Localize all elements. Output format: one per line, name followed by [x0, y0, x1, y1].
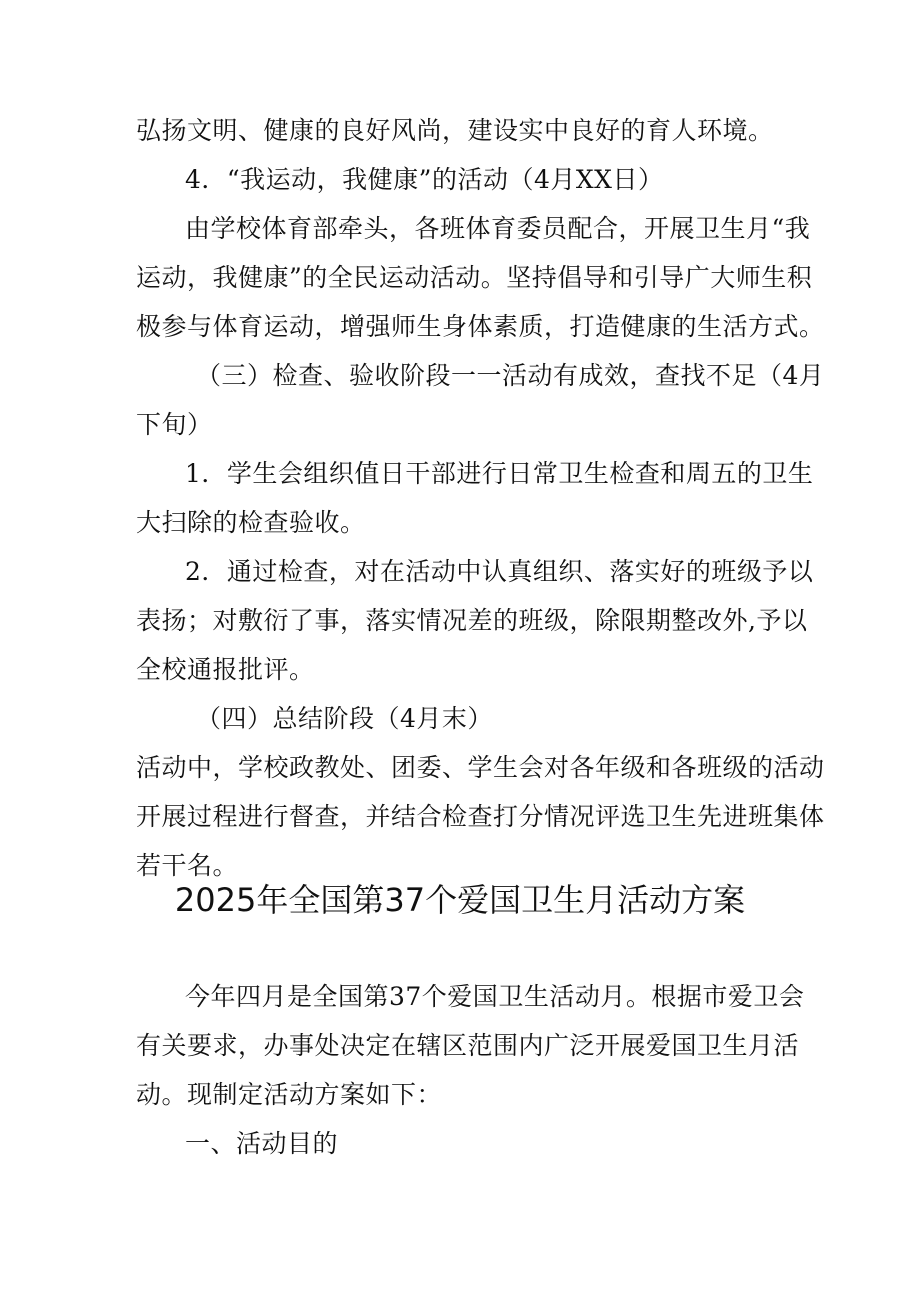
intro-line-3: 动。现制定活动方案如下： — [136, 1080, 443, 1109]
intro-line-1: 今年四月是全国第37个爱国卫生活动月。根据市爱卫会 — [185, 982, 805, 1011]
section-heading-4: 4．“我运动，我健康”的活动（4月XX日） — [185, 165, 664, 194]
section-heading-3: （三）检查、验收阶段一一活动有成效，查找不足（4月 — [196, 361, 825, 390]
section-heading-purpose: 一、活动目的 — [185, 1129, 339, 1158]
section-heading-summary: （四）总结阶段（4月末） — [196, 704, 493, 733]
body-line-5: 极参与体育运动，增强师生身体素质，打造健康的生活方式。 — [136, 312, 825, 341]
body-line-12: 全校通报批评。 — [136, 655, 315, 684]
body-line-15: 开展过程进行督查，并结合检查打分情况评选卫生先进班集体 — [136, 802, 825, 831]
body-line-1: 弘扬文明、健康的良好风尚，建设实中良好的育人环境。 — [136, 116, 774, 145]
body-line-4: 运动，我健康”的全民运动活动。坚持倡导和引导广大师生积 — [136, 263, 813, 292]
body-line-3: 由学校体育部牵头，各班体育委员配合，开展卫生月“我 — [185, 214, 811, 243]
body-line-11: 表扬；对敷衍了事，落实情况差的班级，除限期整改外,予以 — [136, 606, 808, 635]
body-line-9: 大扫除的检查验收。 — [136, 508, 366, 537]
body-line-16: 若干名。 — [136, 851, 239, 880]
body-line-7: 下旬） — [136, 410, 213, 439]
list-item-1: 1．学生会组织值日干部进行日常卫生检查和周五的卫生 — [185, 459, 814, 488]
document-title: 2025年全国第37个爱国卫生月活动方案 — [174, 881, 746, 919]
list-item-2: 2．通过检查，对在活动中认真组织、落实好的班级予以 — [185, 557, 814, 586]
intro-line-2: 有关要求，办事处决定在辖区范围内广泛开展爱国卫生月活 — [136, 1031, 800, 1060]
body-line-14: 活动中，学校政教处、团委、学生会对各年级和各班级的活动 — [136, 753, 825, 782]
